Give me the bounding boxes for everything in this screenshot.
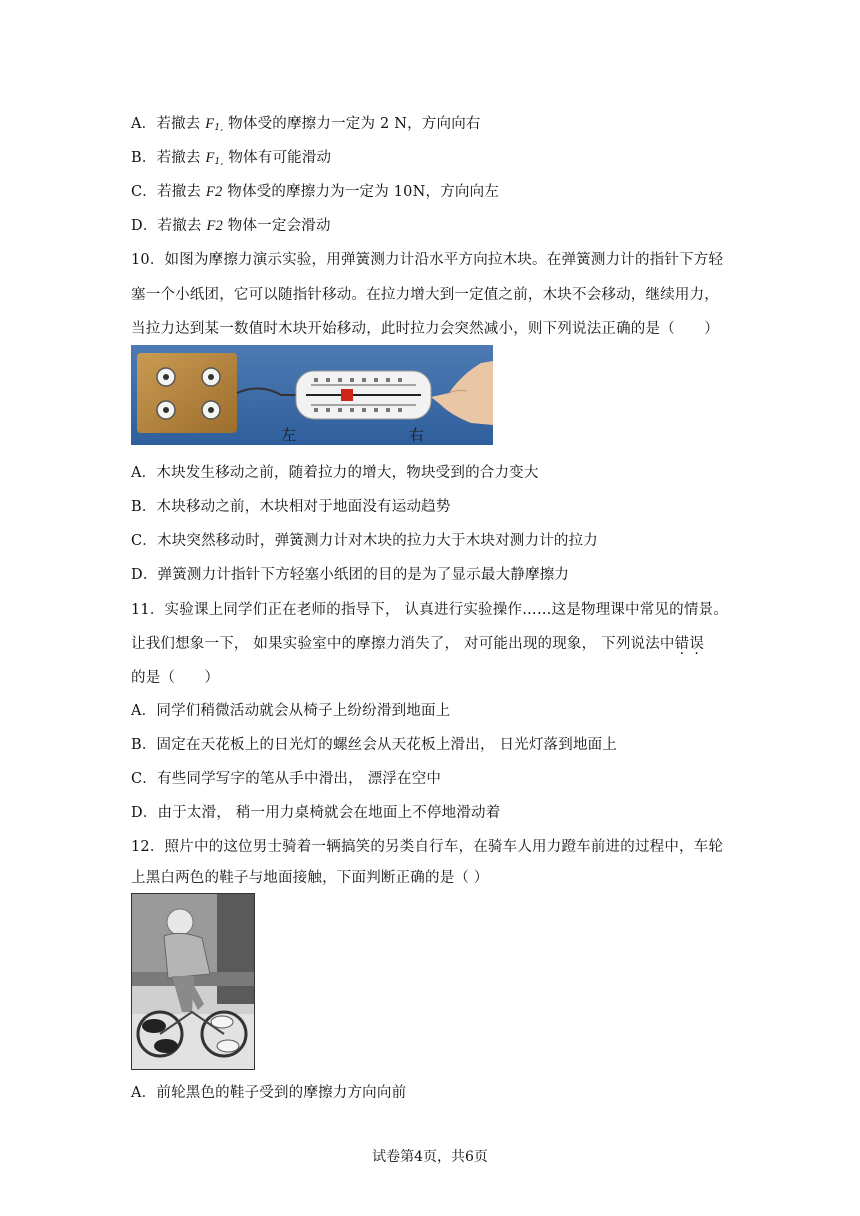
q11-stem-line-3: 的是（ ）	[131, 670, 220, 686]
q12-stem-line-2: 上黑白两色的鞋子与地面接触，下面判断正确的是（ ）	[131, 870, 489, 886]
wooden-block	[137, 353, 237, 433]
q10-option-b: B．木块移动之前，木块相对于地面没有运动趋势	[131, 499, 451, 515]
q11-stem-line-2: 让我们想象一下， 如果实验室中的摩擦力消失了， 对可能出现的现象， 下列说法中错误	[131, 636, 705, 652]
q10-stem-line-2: 塞一个小纸团，它可以随指针移动。在拉力增大到一定值之前，木块不会移动，继续用力，	[131, 287, 719, 303]
q9-option-a: A．若撤去 $F_{1,}$ 物体受的摩擦力一定为 2 N，方向向右	[131, 116, 481, 133]
q10-option-d: D．弹簧测力计指针下方轻塞小纸团的目的是为了显示最大静摩擦力	[131, 567, 570, 583]
q10-stem-line-1: 10．如图为摩擦力演示实验，用弹簧测力计沿水平方向拉木块。在弹簧测力计的指针下方轻	[131, 252, 724, 268]
spring-scale	[296, 371, 431, 419]
bicycle-photo	[131, 893, 255, 1070]
spring-scale-photo	[131, 345, 493, 445]
q11-stem-line-1: 11．实验课上同学们正在老师的指导下， 认真进行实验操作……这是物理课中常见的情景。	[131, 602, 728, 618]
spring-scale-figure	[131, 345, 493, 445]
page-footer: 试卷第4页，共6页	[372, 1149, 488, 1165]
q10-option-a: A．木块发生移动之前，随着拉力的增大，物块受到的合力变大	[131, 465, 539, 481]
emphasis-char: 错	[674, 636, 690, 652]
figure-left-label: 左	[281, 426, 297, 444]
figure-right-label: 右	[409, 426, 425, 444]
q11-option-a: A．同学们稍微活动就会从椅子上纷纷滑到地面上	[131, 703, 451, 719]
q9-option-c: C．若撤去 F2 物体受的摩擦力为一定为 10N，方向向左	[131, 184, 499, 200]
q11-option-b: B．固定在天花板上的日光灯的螺丝会从天花板上滑出， 日光灯落到地面上	[131, 737, 618, 753]
q10-option-c: C．木块突然移动时，弹簧测力计对木块的拉力大于木块对测力计的拉力	[131, 533, 598, 549]
q9-option-b: B．若撤去 $F_{1,}$ 物体有可能滑动	[131, 150, 332, 167]
q12-stem-line-1: 12．照片中的这位男士骑着一辆搞笑的另类自行车，在骑车人用力蹬车前进的过程中，车轮	[131, 839, 724, 855]
q9-option-d: D．若撤去 F2 物体一定会滑动	[131, 218, 331, 234]
q10-stem-line-3: 当拉力达到某一数值时木块开始移动，此时拉力会突然减小，则下列说法正确的是（ ）	[131, 321, 719, 337]
emphasis-char: 误	[689, 636, 705, 652]
man-on-bicycle-image	[132, 894, 254, 1069]
q12-option-a: A．前轮黑色的鞋子受到的摩擦力方向向前	[131, 1085, 407, 1101]
q11-option-d: D．由于太滑， 稍一用力桌椅就会在地面上不停地滑动着	[131, 805, 501, 821]
q11-option-c: C．有些同学写字的笔从手中滑出， 漂浮在空中	[131, 771, 442, 787]
